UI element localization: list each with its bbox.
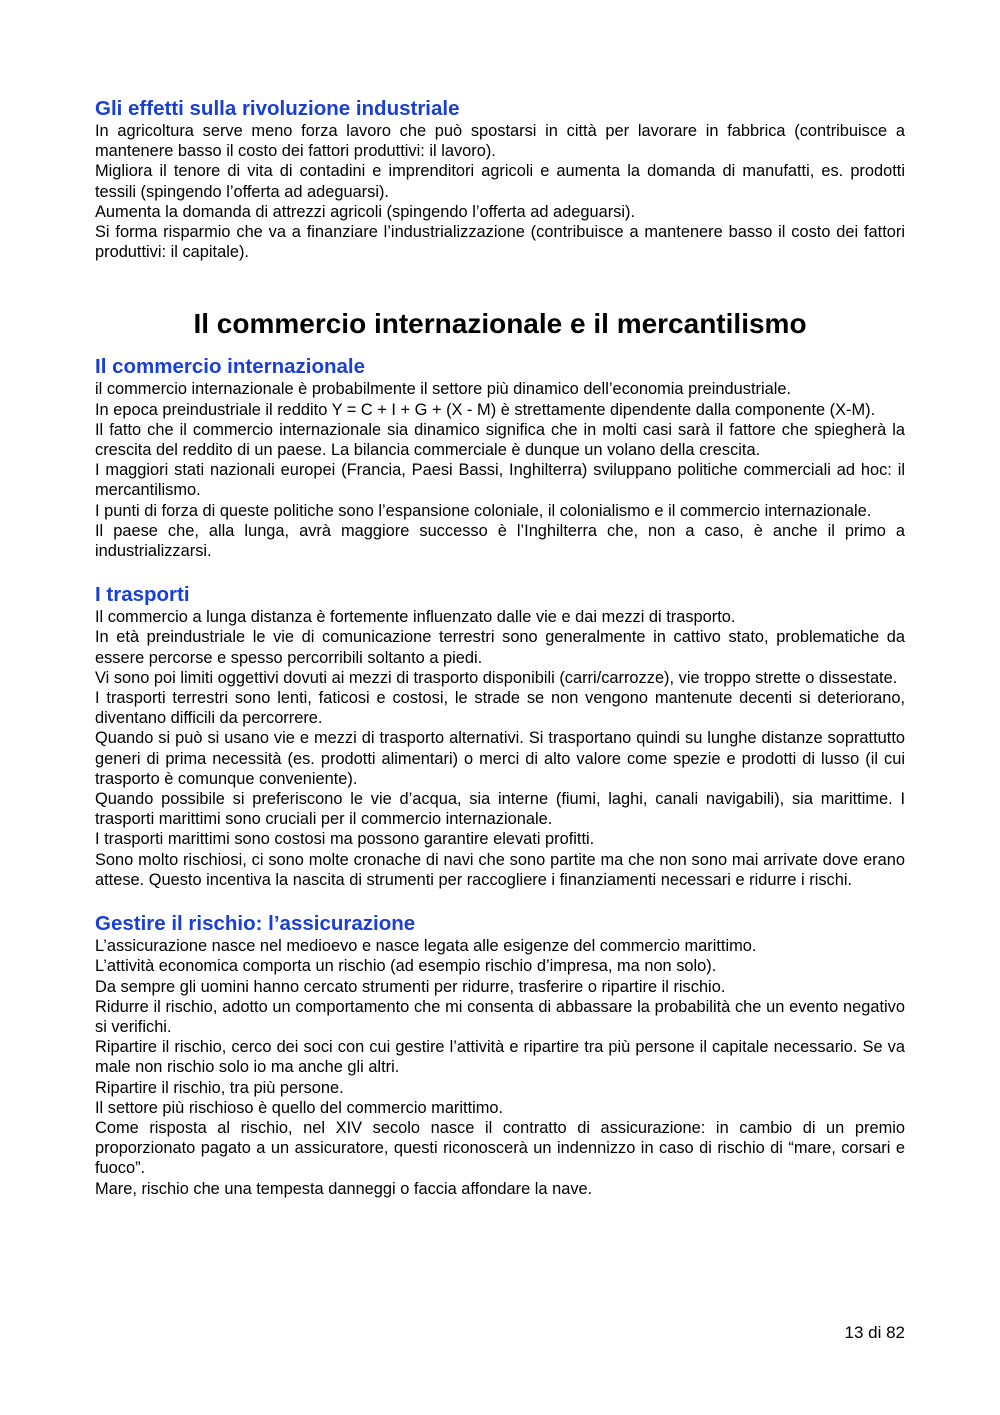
section-paragraphs [95, 121, 905, 262]
section-paragraphs [95, 607, 905, 890]
paragraph: I trasporti marittimi sono costosi ma possono garantire elevati profitti. [95, 830, 595, 849]
paragraph: In epoca preindustriale il reddito Y = C + I + G + (X - M) è strettamente dipendente dalla componente (X-M). [95, 400, 876, 419]
paragraph: L’attività economica comporta un rischio (ad esempio rischio d’impresa, ma non solo). [95, 957, 717, 976]
section-paragraphs [95, 936, 905, 1199]
paragraph: Il fatto che il commercio internazionale sia dinamico significa che in molti casi sarà il fattore che spiegherà la crescita del reddito di un paese. La bilancia commerciale è dunque un volano della crescita. [95, 420, 905, 460]
section-title: Il commercio internazionale [95, 355, 365, 379]
paragraph: il commercio internazionale è probabilmente il settore più dinamico dell’economia preindustriale. [95, 380, 792, 399]
paragraph: Ripartire il rischio, cerco dei soci con cui gestire l’attività e ripartire tra più persone il capitale necessario. Se va male non rischio solo io ma anche gli altri. [95, 1038, 905, 1077]
paragraph: In agricoltura serve meno forza lavoro che può spostarsi in città per lavorare in fabbrica (contribuisce a mantenere basso il costo dei fattori produttivi: il lavoro). [95, 122, 905, 161]
paragraph: Quando si può si usano vie e mezzi di trasporto alternativi. Si trasportano quindi su lunghe distanze soprattutto generi di prima necessità (es. prodotti alimentari) o merci di alto valore come spezie e prodotti di lusso (il cui trasporto è comunque conveniente). [95, 729, 905, 788]
paragraph: I punti di forza di queste politiche sono l’espansione coloniale, il colonialismo e il commercio internazionale. [95, 501, 872, 520]
paragraph: In età preindustriale le vie di comunicazione terrestri sono generalmente in cattivo stato, problematiche da essere percorse e spesso percorribili soltanto a piedi. [95, 628, 905, 667]
paragraph: Da sempre gli uomini hanno cercato strumenti per ridurre, trasferire o ripartire il rischio. [95, 977, 726, 996]
section-paragraphs [95, 379, 905, 561]
section-commercio-internazionale [95, 355, 905, 561]
section-title: Gli effetti sulla rivoluzione industriale [95, 97, 460, 120]
paragraph: Aumenta la domanda di attrezzi agricoli (spingendo l’offerta ad adeguarsi). [95, 202, 635, 221]
paragraph: L’assicurazione nasce nel medioevo e nasce legata alle esigenze del commercio marittimo. [95, 937, 757, 956]
section-gestire-rischio [95, 912, 905, 1199]
paragraph: Sono molto rischiosi, ci sono molte cronache di navi che sono partite ma che non sono mai arrivate dove erano attese. Questo incentiva la nascita di strumenti per raccogliere i finanziamenti necessari e ridurre i rischi. [95, 850, 905, 889]
section-trasporti [95, 583, 905, 890]
paragraph: Ripartire il rischio, tra più persone. [95, 1078, 344, 1097]
paragraph: I maggiori stati nazionali europei (Francia, Paesi Bassi, Inghilterra) sviluppano politiche commerciali ad hoc: il mercantilismo. [95, 461, 905, 500]
paragraph: Vi sono poi limiti oggettivi dovuti ai mezzi di trasporto disponibili (carri/carrozze), vie troppo strette o dissestate. [95, 668, 898, 687]
section-title: I trasporti [95, 583, 190, 607]
document-page [95, 97, 905, 1221]
paragraph: Il paese che, alla lunga, avrà maggiore successo è l’Inghilterra che, non a caso, è anche il primo a industrializzarsi. [95, 521, 905, 561]
section-effetti-rivoluzione [95, 97, 905, 262]
paragraph: Il settore più rischioso è quello del commercio marittimo. [95, 1098, 504, 1117]
paragraph: Mare, rischio che una tempesta danneggi o faccia affondare la nave. [95, 1179, 593, 1198]
paragraph: Migliora il tenore di vita di contadini e imprenditori agricoli e aumenta la domanda di manufatti, es. prodotti tessili (spingendo l’offerta ad adeguarsi). [95, 162, 905, 201]
chapter-title: Il commercio internazionale e il mercantilismo [193, 308, 807, 340]
paragraph: Come risposta al rischio, nel XIV secolo nasce il contratto di assicurazione: in cambio di un premio proporzionato pagato a un assicuratore, questi riconoscerà un indennizzo in caso di rischio di “mare, corsari e fuoco”. [95, 1118, 905, 1178]
paragraph: Quando possibile si preferiscono le vie d’acqua, sia interne (fiumi, laghi, canali navigabili), sia marittime. I trasporti marittimi sono cruciali per il commercio internazionale. [95, 790, 905, 829]
section-title: Gestire il rischio: l’assicurazione [95, 912, 416, 936]
paragraph: I trasporti terrestri sono lenti, faticosi e costosi, le strade se non vengono mantenute decenti si deteriorano, diventano difficili da percorrere. [95, 689, 905, 728]
paragraph: Ridurre il rischio, adotto un comportamento che mi consenta di abbassare la probabilità che un evento negativo si verifichi. [95, 997, 905, 1036]
paragraph: Si forma risparmio che va a finanziare l’industrializzazione (contribuisce a mantenere basso il costo dei fattori produttivi: il capitale). [95, 223, 905, 262]
page-number: 13 di 82 [844, 1323, 905, 1342]
paragraph: Il commercio a lunga distanza è fortemente influenzato dalle vie e dai mezzi di trasporto. [95, 608, 736, 627]
